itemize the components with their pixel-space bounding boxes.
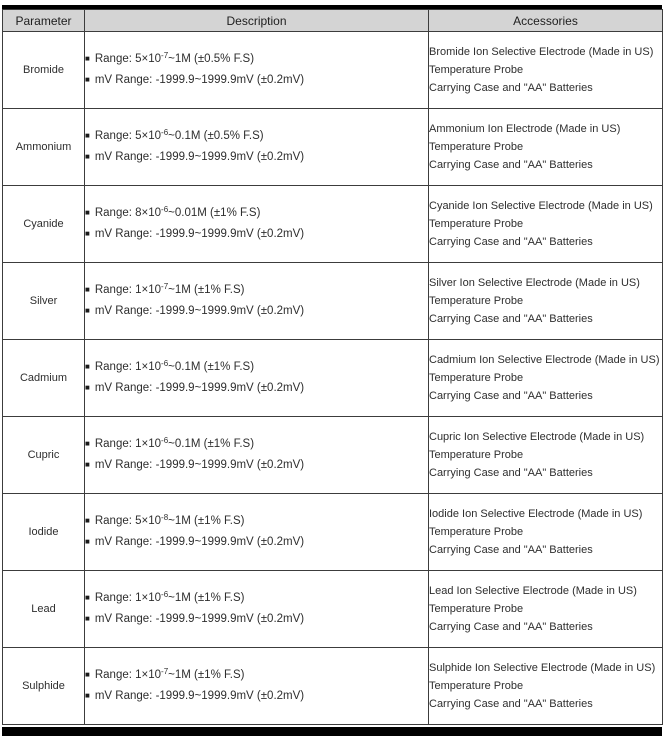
range-line bbox=[85, 588, 428, 609]
range-line bbox=[85, 126, 428, 147]
mv-range-line bbox=[85, 378, 428, 399]
bullet-square-icon: ■ bbox=[85, 593, 90, 602]
mv-range-line bbox=[85, 455, 428, 476]
range-tail-text: ~1M (±0.5% F.S) bbox=[168, 53, 255, 65]
accessory-item: Temperature Probe bbox=[429, 372, 524, 384]
range-tail-text: ~1M (±1% F.S) bbox=[168, 669, 245, 681]
range-tail-text: ~1M (±1% F.S) bbox=[168, 284, 245, 296]
mv-range-line bbox=[85, 70, 428, 91]
bullet-square-icon: ■ bbox=[85, 152, 90, 161]
parameter-label: Sulphide bbox=[22, 680, 65, 692]
range-tail-text: ~1M (±1% F.S) bbox=[168, 515, 245, 527]
range-text: Range: 1×10 bbox=[94, 284, 162, 296]
mv-range-text: mV Range: -1999.9~1999.9mV (±0.2mV) bbox=[94, 613, 305, 625]
range-text: Range: 5×10 bbox=[94, 515, 162, 527]
range-line bbox=[85, 49, 428, 70]
table-row bbox=[3, 109, 663, 186]
bottom-divider-bar bbox=[2, 727, 662, 736]
accessory-item: Carrying Case and "AA" Batteries bbox=[429, 698, 593, 710]
description-cell bbox=[85, 571, 429, 648]
accessory-item: Temperature Probe bbox=[429, 141, 524, 153]
mv-range-line bbox=[85, 532, 428, 553]
range-tail-text: ~0.01M (±1% F.S) bbox=[168, 207, 261, 219]
table-row bbox=[3, 263, 663, 340]
bullet-square-icon: ■ bbox=[85, 691, 90, 700]
accessories-cell bbox=[429, 494, 663, 571]
accessory-item: Temperature Probe bbox=[429, 603, 524, 615]
accessories-cell bbox=[429, 32, 663, 109]
range-tail-text: ~0.1M (±1% F.S) bbox=[168, 361, 255, 373]
range-line bbox=[85, 665, 428, 686]
mv-range-line bbox=[85, 301, 428, 322]
range-exponent: -7 bbox=[161, 51, 169, 60]
accessory-item: Sulphide Ion Selective Electrode (Made in US) bbox=[429, 662, 656, 674]
accessory-item: Carrying Case and "AA" Batteries bbox=[429, 313, 593, 325]
table-row bbox=[3, 494, 663, 571]
bullet-square-icon: ■ bbox=[85, 131, 90, 140]
accessories-cell bbox=[429, 571, 663, 648]
range-text: Range: 1×10 bbox=[94, 592, 162, 604]
accessories-cell bbox=[429, 340, 663, 417]
parameter-cell bbox=[3, 186, 85, 263]
accessories-cell bbox=[429, 648, 663, 725]
table-row bbox=[3, 186, 663, 263]
accessory-item: Carrying Case and "AA" Batteries bbox=[429, 544, 593, 556]
description-cell bbox=[85, 417, 429, 494]
bullet-square-icon: ■ bbox=[85, 460, 90, 469]
bullet-square-icon: ■ bbox=[85, 516, 90, 525]
accessory-item: Carrying Case and "AA" Batteries bbox=[429, 159, 593, 171]
mv-range-line bbox=[85, 147, 428, 168]
mv-range-text: mV Range: -1999.9~1999.9mV (±0.2mV) bbox=[94, 382, 305, 394]
column-header-accessories: Accessories bbox=[429, 10, 663, 32]
accessory-item: Cadmium Ion Selective Electrode (Made in US) bbox=[429, 354, 660, 366]
mv-range-text: mV Range: -1999.9~1999.9mV (±0.2mV) bbox=[94, 151, 305, 163]
bullet-square-icon: ■ bbox=[85, 54, 90, 63]
range-exponent: -8 bbox=[161, 513, 169, 522]
description-cell bbox=[85, 648, 429, 725]
column-header-parameter: Parameter bbox=[3, 10, 85, 32]
bullet-square-icon: ■ bbox=[85, 306, 90, 315]
bullet-square-icon: ■ bbox=[85, 285, 90, 294]
parameter-cell bbox=[3, 340, 85, 417]
accessory-item: Lead Ion Selective Electrode (Made in US) bbox=[429, 585, 637, 597]
mv-range-text: mV Range: -1999.9~1999.9mV (±0.2mV) bbox=[94, 74, 305, 86]
range-tail-text: ~0.1M (±0.5% F.S) bbox=[168, 130, 264, 142]
column-header-description: Description bbox=[85, 10, 429, 32]
bullet-square-icon: ■ bbox=[85, 614, 90, 623]
table-row bbox=[3, 32, 663, 109]
range-text: Range: 1×10 bbox=[94, 438, 162, 450]
parameter-label: Silver bbox=[29, 295, 58, 307]
accessory-item: Temperature Probe bbox=[429, 64, 524, 76]
bullet-square-icon: ■ bbox=[85, 439, 90, 448]
range-text: Range: 5×10 bbox=[94, 53, 162, 65]
range-exponent: -6 bbox=[161, 359, 169, 368]
accessory-item: Carrying Case and "AA" Batteries bbox=[429, 390, 593, 402]
bullet-square-icon: ■ bbox=[85, 383, 90, 392]
description-cell bbox=[85, 109, 429, 186]
mv-range-text: mV Range: -1999.9~1999.9mV (±0.2mV) bbox=[94, 305, 305, 317]
parameter-label: Iodide bbox=[28, 526, 59, 538]
range-tail-text: ~1M (±1% F.S) bbox=[168, 592, 245, 604]
parameter-label: Cyanide bbox=[23, 218, 64, 230]
range-line bbox=[85, 434, 428, 455]
description-cell bbox=[85, 340, 429, 417]
range-text: Range: 5×10 bbox=[94, 130, 162, 142]
bullet-square-icon: ■ bbox=[85, 229, 90, 238]
accessory-item: Cyanide Ion Selective Electrode (Made in US) bbox=[429, 200, 653, 212]
accessory-item: Bromide Ion Selective Electrode (Made in US) bbox=[429, 46, 654, 58]
parameter-label: Cadmium bbox=[19, 372, 68, 384]
parameter-label: Ammonium bbox=[15, 141, 72, 153]
accessory-item: Temperature Probe bbox=[429, 680, 524, 692]
parameter-cell bbox=[3, 32, 85, 109]
accessories-cell bbox=[429, 109, 663, 186]
parameter-label: Lead bbox=[31, 603, 56, 615]
parameter-cell bbox=[3, 494, 85, 571]
bullet-square-icon: ■ bbox=[85, 75, 90, 84]
description-cell bbox=[85, 32, 429, 109]
accessory-item: Iodide Ion Selective Electrode (Made in US) bbox=[429, 508, 643, 520]
range-exponent: -6 bbox=[161, 590, 169, 599]
accessory-item: Cupric Ion Selective Electrode (Made in US) bbox=[429, 431, 645, 443]
parameter-label: Cupric bbox=[27, 449, 60, 461]
range-text: Range: 1×10 bbox=[94, 361, 162, 373]
table-header-row bbox=[3, 10, 663, 32]
range-exponent: -7 bbox=[161, 667, 169, 676]
accessory-item: Carrying Case and "AA" Batteries bbox=[429, 82, 593, 94]
accessory-item: Temperature Probe bbox=[429, 295, 524, 307]
parameter-cell bbox=[3, 648, 85, 725]
accessory-item: Temperature Probe bbox=[429, 526, 524, 538]
parameter-cell bbox=[3, 417, 85, 494]
table-row bbox=[3, 648, 663, 725]
mv-range-line bbox=[85, 686, 428, 707]
range-text: Range: 1×10 bbox=[94, 669, 162, 681]
range-tail-text: ~0.1M (±1% F.S) bbox=[168, 438, 255, 450]
range-line bbox=[85, 511, 428, 532]
mv-range-text: mV Range: -1999.9~1999.9mV (±0.2mV) bbox=[94, 536, 305, 548]
accessory-item: Temperature Probe bbox=[429, 449, 524, 461]
table-row bbox=[3, 571, 663, 648]
accessory-item: Carrying Case and "AA" Batteries bbox=[429, 236, 593, 248]
range-line bbox=[85, 280, 428, 301]
bullet-square-icon: ■ bbox=[85, 208, 90, 217]
accessories-cell bbox=[429, 186, 663, 263]
range-exponent: -6 bbox=[161, 205, 169, 214]
mv-range-text: mV Range: -1999.9~1999.9mV (±0.2mV) bbox=[94, 459, 305, 471]
table-row bbox=[3, 340, 663, 417]
bullet-square-icon: ■ bbox=[85, 670, 90, 679]
bullet-square-icon: ■ bbox=[85, 537, 90, 546]
accessory-item: Temperature Probe bbox=[429, 218, 524, 230]
range-exponent: -6 bbox=[161, 128, 169, 137]
range-line bbox=[85, 203, 428, 224]
range-line bbox=[85, 357, 428, 378]
mv-range-text: mV Range: -1999.9~1999.9mV (±0.2mV) bbox=[94, 690, 305, 702]
bullet-square-icon: ■ bbox=[85, 362, 90, 371]
range-text: Range: 8×10 bbox=[94, 207, 162, 219]
mv-range-line bbox=[85, 224, 428, 245]
mv-range-line bbox=[85, 609, 428, 630]
description-cell bbox=[85, 186, 429, 263]
parameter-cell bbox=[3, 109, 85, 186]
mv-range-text: mV Range: -1999.9~1999.9mV (±0.2mV) bbox=[94, 228, 305, 240]
table-row bbox=[3, 417, 663, 494]
description-cell bbox=[85, 263, 429, 340]
description-cell bbox=[85, 494, 429, 571]
accessories-cell bbox=[429, 417, 663, 494]
accessory-item: Carrying Case and "AA" Batteries bbox=[429, 467, 593, 479]
parameter-cell bbox=[3, 263, 85, 340]
accessories-cell bbox=[429, 263, 663, 340]
parameter-label: Bromide bbox=[23, 64, 64, 76]
accessory-item: Silver Ion Selective Electrode (Made in US) bbox=[429, 277, 640, 289]
range-exponent: -7 bbox=[161, 282, 169, 291]
ion-electrode-spec-table bbox=[2, 9, 663, 725]
range-exponent: -6 bbox=[161, 436, 169, 445]
parameter-cell bbox=[3, 571, 85, 648]
accessory-item: Carrying Case and "AA" Batteries bbox=[429, 621, 593, 633]
accessory-item: Ammonium Ion Electrode (Made in US) bbox=[429, 123, 621, 135]
